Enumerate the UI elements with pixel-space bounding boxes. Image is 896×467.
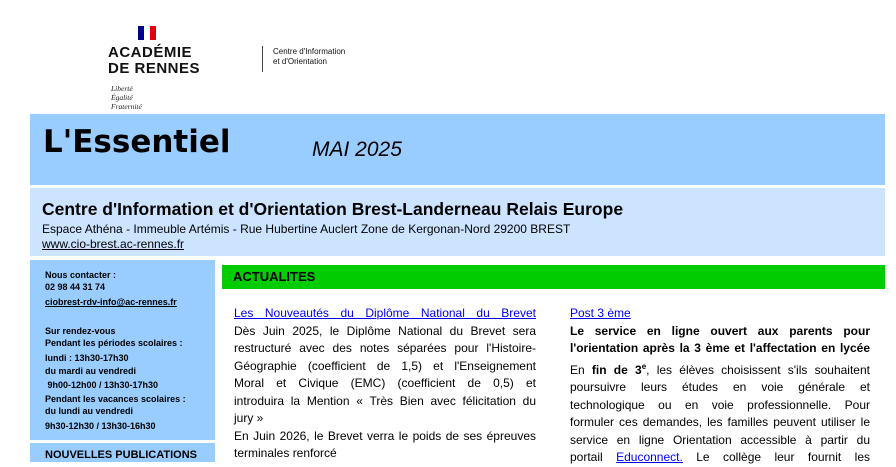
cio-logo-line-1: Centre d'Information [273,47,346,56]
article-brevet-line: introduira la Mention « Très Bien avec félicitation du [234,393,536,408]
holidays-label: Pendant les vacances scolaires : [45,394,186,404]
french-flag-icon [138,26,156,40]
superscript: e [641,361,647,371]
logo-line-1: ACADÉMIE [108,44,193,61]
school-periods-label: Pendant les périodes scolaires : [45,338,183,348]
article-post3-title[interactable]: Post 3 ème [570,306,631,320]
article-post3-line [570,358,870,380]
bold-span: fin de 3 [591,362,642,377]
educonnect-link[interactable]: Educonnect. [616,450,683,464]
article-post3-line: Le service en ligne ouvert aux parents pour [570,323,870,338]
article-brevet [234,305,536,463]
article-post3-line: technologique ou en voie professionnelle. Pour [570,397,870,412]
sidebar-divider [30,440,215,443]
cio-address: Espace Athéna - Immeuble Artémis - Rue Hubertine Auclert Zone de Kergonan-Nord 29200 BREST [42,222,571,236]
article-brevet-line: Moral et Civique (EMC) (coefficient de 0,5) et [234,376,536,390]
contact-email-link[interactable]: ciobrest-rdv-info@ac-rennes.fr [45,297,177,307]
academie-logo-text [108,45,200,77]
article-post3-line: formuler ces demandes, les familles peuvent utiliser le [570,415,870,429]
article-brevet-line: Dès Juin 2025, le Diplôme National du Brevet sera [234,323,536,338]
motto-egalite: Égalité [111,93,133,102]
mon-fri-hours: 9h30-12h30 / 13h30-16h30 [45,421,156,431]
article-post3-line: service en ligne Orientation accessible à partir du [570,432,870,447]
text-span: Le collège leur fournit les [682,450,870,464]
article-post3 [570,305,870,467]
tue-fri-label: du mardi au vendredi [45,366,137,376]
text-span: portail [570,450,617,464]
article-post3-line: poursuivre leurs études en voie générale et [570,380,870,394]
cio-logo-line-2: et d'Orientation [273,57,328,66]
article-brevet-title[interactable]: Les Nouveautés du Diplôme National du Brevet [234,306,536,320]
article-brevet-line: Géographie (coefficient de 1,5) et l'Enseignement [234,358,536,373]
article-post3-line [570,449,870,467]
issue-date: MAI 2025 [312,138,402,161]
text-span: , les élèves choisissent s'ils souhaitent [646,362,870,377]
article-brevet-line: jury » [234,411,264,425]
logo-line-2: DE RENNES [108,60,201,77]
newsletter-title: L'Essentiel [43,124,231,160]
logo-divider [262,46,263,72]
article-post3-line: l'orientation après la 3 ème et l'affectation en lycée [570,341,870,355]
tue-fri-hours: 9h00-12h00 / 13h30-17h30 [45,380,159,390]
article-brevet-line: restructuré avec des notes séparées pour l'Histoire- [234,341,536,355]
rdv-label: Sur rendez-vous [45,326,116,336]
contact-phone: 02 98 44 31 74 [45,282,106,292]
republic-motto [111,84,142,111]
publications-heading: NOUVELLES PUBLICATIONS [45,449,197,461]
cio-logo-text [273,47,345,67]
motto-liberte: Liberté [111,84,133,93]
cio-name: Centre d'Information et d'Orientation Brest-Landerneau Relais Europe [42,199,624,219]
motto-fraternite: Fraternité [111,102,142,111]
text-span: En [570,362,592,377]
cio-website-link[interactable]: www.cio-brest.ac-rennes.fr [42,237,185,251]
monday-hours: lundi : 13h30-17h30 [45,353,129,363]
article-brevet-line: En Juin 2026, le Brevet verra le poids de ses épreuves [234,428,536,443]
contact-label: Nous contacter : [45,270,117,280]
actualites-bar [222,265,885,289]
mon-fri-label: du lundi au vendredi [45,406,134,416]
actualites-heading: ACTUALITES [233,269,316,284]
article-brevet-line: terminales renforcé [234,446,337,460]
